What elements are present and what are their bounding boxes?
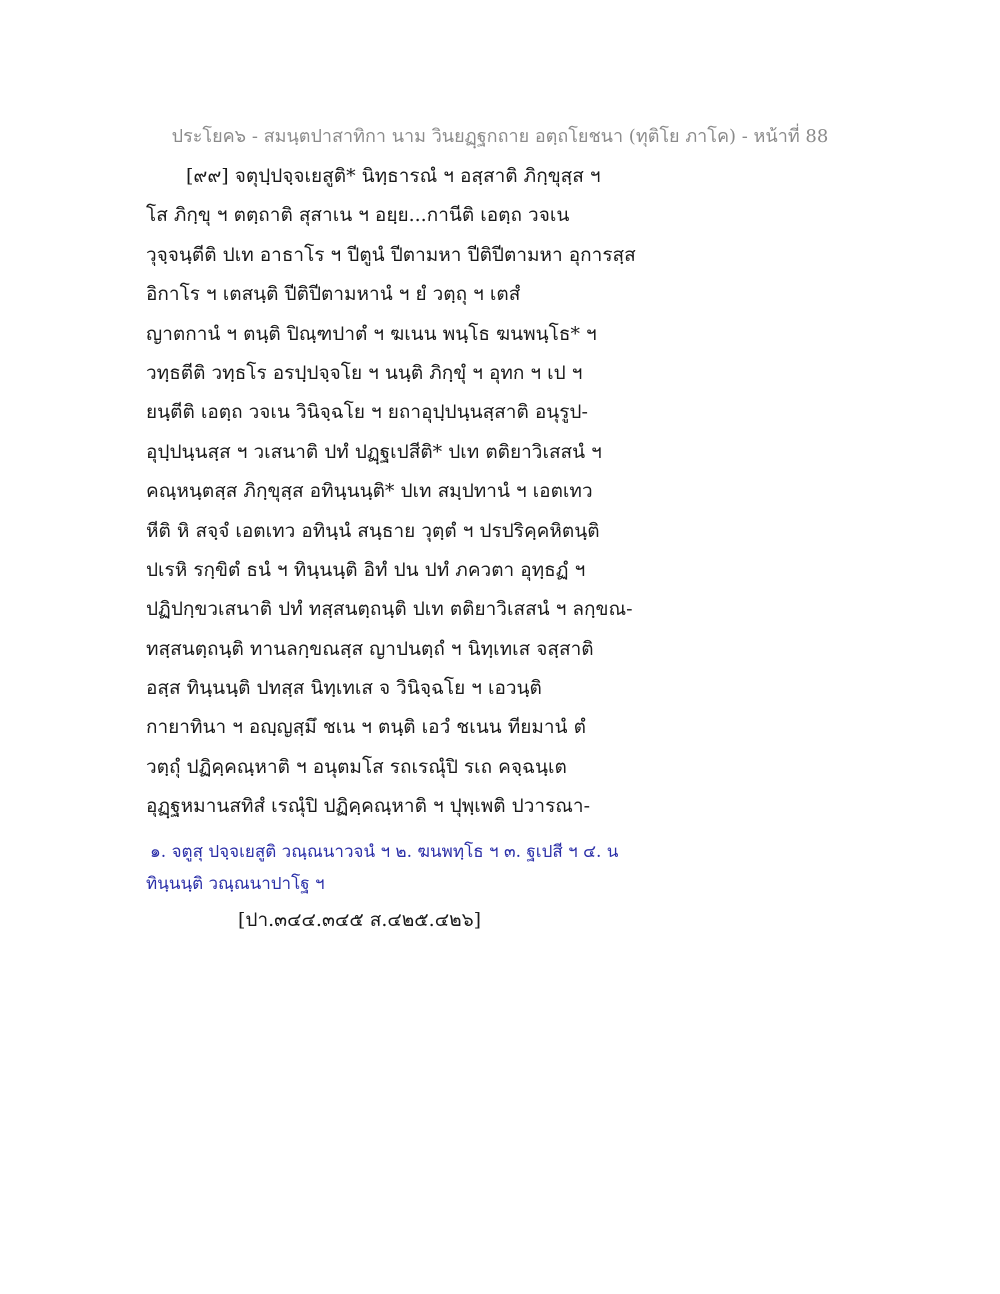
body-line: อุปฺปนฺนสฺส ฯ วเสนาติ ปทํ ปฏฺฐเปสีติ* ปเท ตติยาวิเสสนํ ฯ — [146, 440, 602, 463]
footnotes — [146, 836, 866, 900]
body-text — [146, 157, 866, 827]
page-reference: [ปา.๓๔๔.๓๔๕ ส.๔๒๕.๔๒๖] — [238, 909, 482, 931]
body-line: หีติ หิ สจฺจํ เอตเทว อทินฺนํ สนฺธาย วุตฺตํ ฯ ปรปริคฺคหิตนฺติ — [146, 519, 600, 542]
body-line: วุจฺจนฺตีติ ปเท อาธาโร ฯ ปีตูนํ ปีตามหา ปีติปีตามหา อุการสฺส — [146, 243, 636, 266]
body-line: กายาทินา ฯ อญฺญสฺมึ ชเน ฯ ตนฺติ เอวํ ชเนน ทียมานํ ตํ — [146, 716, 586, 739]
body-line: วตฺถุํ ปฏิคฺคณฺหาติ ฯ อนุตมโส รถเรณุํปิ รเถ คจฺฉนฺเต — [146, 755, 567, 778]
body-line: คณฺหนฺตสฺส ภิกฺขุสฺส อทินฺนนฺติ* ปเท สมฺปทานํ ฯ เอตเทว — [146, 480, 593, 503]
body-line: [๙๙] จตุปฺปจฺจเยสูติ* นิทฺธารณํ ฯ อสฺสาติ ภิกฺขุสฺส ฯ — [186, 165, 601, 187]
body-line: โส ภิกฺขุ ฯ ตตฺถาติ สุสาเน ฯ อยฺย...กานีติ เอตฺถ วจเน — [146, 204, 570, 227]
body-line: วทฺธตีติ วทฺธโร อรปฺปจฺจโย ฯ นนฺติ ภิกฺขุํ ฯ อุทก ฯ เป ฯ — [146, 361, 583, 384]
footnote-line: ทินฺนนฺติ วณฺณนาปาโฐ ฯ — [146, 874, 325, 894]
body-line: ยนฺตีติ เอตฺถ วจเน วินิจฺฉโย ฯ ยถาอุปฺปนฺนสฺสาติ อนุรูป- — [146, 401, 588, 424]
body-line: ปเรหิ รกฺขิตํ ธนํ ฯ ทินฺนนฺติ อิทํ ปน ปทํ ภควตา อุทฺธฏํ ฯ — [146, 558, 586, 581]
body-line: อุฏฺฐหมานสทิสํ เรณุํปิ ปฏิคฺคณฺหาติ ฯ ปุพฺเพติ ปวารณา- — [146, 795, 590, 818]
body-line: ญาตกานํ ฯ ตนฺติ ปิณฺฑปาตํ ฯ ฆเนน พนฺโธ ฆนพนฺโธ* ฯ — [146, 322, 597, 345]
footnote-line: ๑. จตูสุ ปจฺจเยสูติ วณฺณนาวจนํ ฯ ๒. ฆนพทฺโธ ฯ ๓. ฐเปสี ฯ ๔. น — [150, 842, 619, 862]
page-header: ประโยค๖ - สมนฺตปาสาทิกา นาม วินยฏฺฐกถาย อตฺถโยชนา (ทุติโย ภาโค) - หน้าที่ 88 — [171, 126, 829, 147]
body-line: ปฏิปกฺขวเสนาติ ปทํ ทสฺสนตฺถนฺติ ปเท ตติยาวิเสสนํ ฯ ลกฺขณ- — [146, 598, 633, 621]
body-line: อสฺส ทินฺนนฺติ ปทสฺส นิทฺเทเส จ วินิจฺฉโย ฯ เอวนฺติ — [146, 677, 542, 700]
body-line: ทสฺสนตฺถนฺติ ทานลกฺขณสฺส ญาปนตฺถํ ฯ นิทฺเทเส จสฺสาติ — [146, 637, 594, 660]
body-line: อิกาโร ฯ เตสนฺติ ปีติปีตามหานํ ฯ ยํ วตฺถุ ฯ เตสํ — [146, 283, 521, 306]
